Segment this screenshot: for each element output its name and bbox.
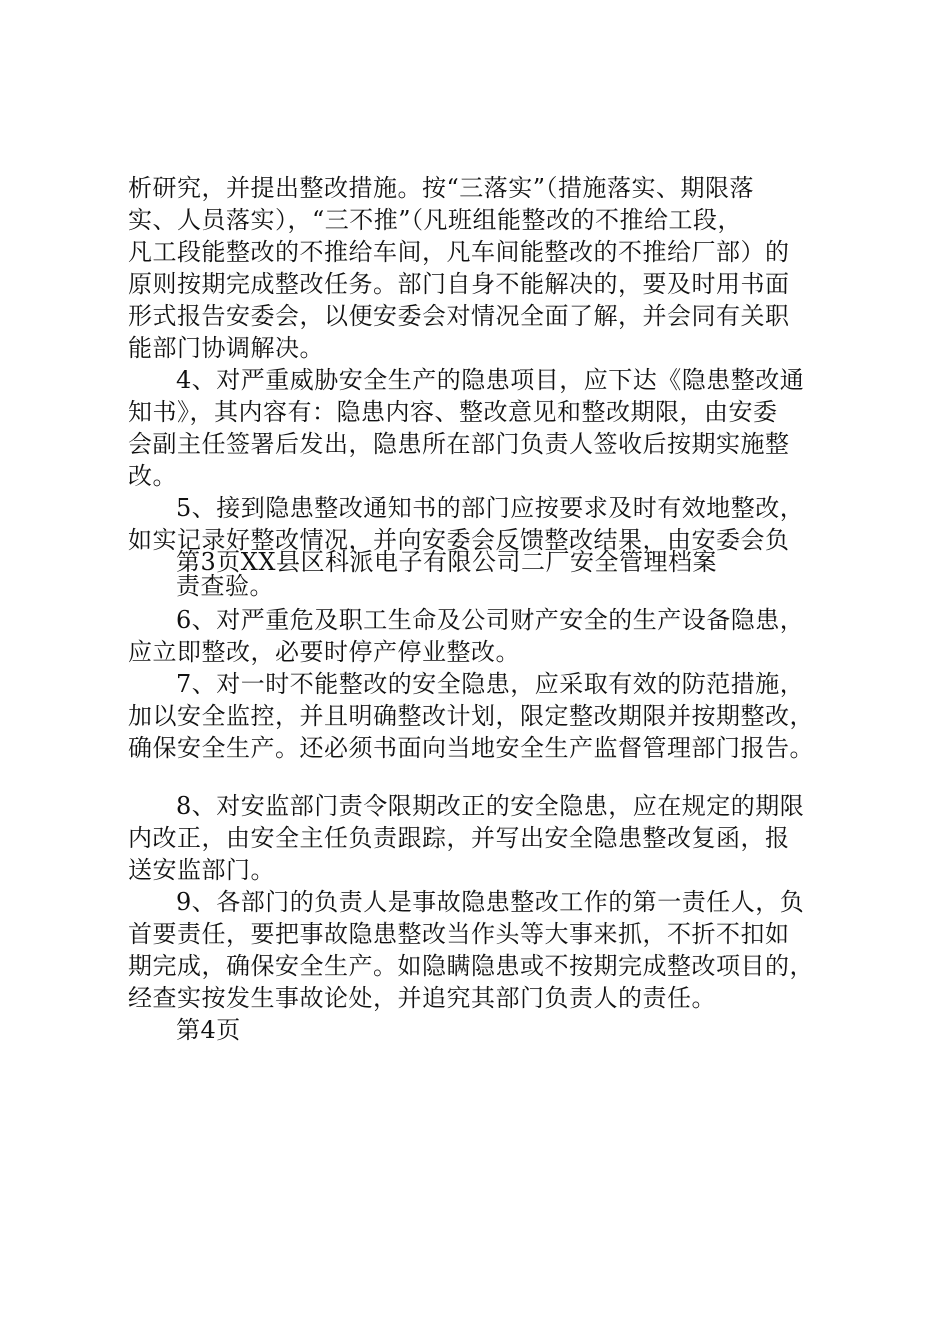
- text-line: 如实记录好整改情况，并向安委会反馈整改结果，由安委会负: [128, 526, 790, 554]
- text-line: 期完成，确保安全生产。如隐瞒隐患或不按期完成整改项目的，: [128, 952, 814, 980]
- paragraph-6-start: 6、对严重危及职工生命及公司财产安全的生产设备隐患，: [176, 606, 805, 634]
- paragraph-4-start: 4、对严重威胁安全生产的隐患项目，应下达《隐患整改通: [176, 366, 805, 394]
- text-line: 原则按期完成整改任务。部门自身不能解决的，要及时用书面: [128, 270, 790, 298]
- text-line: 知书》，其内容有：隐患内容、整改意见和整改期限，由安委: [128, 398, 778, 426]
- text-line: 责查验。: [176, 572, 274, 600]
- text-line: 凡工段能整改的不推给车间，凡车间能整改的不推给厂部）的: [128, 238, 790, 266]
- text-line: 形式报告安委会，以便安委会对情况全面了解，并会同有关职: [128, 302, 790, 330]
- text-line: 实、人员落实），“三不推”（凡班组能整改的不推给工段，: [128, 206, 743, 234]
- text-line: 首要责任，要把事故隐患整改当作头等大事来抓，不折不扣如: [128, 920, 790, 948]
- paragraph-9-start: 9、各部门的负责人是事故隐患整改工作的第一责任人，负: [176, 888, 805, 916]
- page-footer-4: 第4页: [176, 1016, 241, 1044]
- text-line: 内改正，由安全主任负责跟踪，并写出安全隐患整改复函，报: [128, 824, 790, 852]
- text-line: 能部门协调解决。: [128, 334, 324, 362]
- text-line: 析研究，并提出整改措施。按“三落实”（措施落实、期限落: [128, 174, 755, 202]
- text-line: 改。: [128, 462, 177, 490]
- text-line: 送安监部门。: [128, 856, 275, 884]
- paragraph-5-start: 5、接到隐患整改通知书的部门应按要求及时有效地整改，: [176, 494, 805, 522]
- text-line: 加以安全监控，并且明确整改计划，限定整改期限并按期整改，: [128, 702, 814, 730]
- page-footer-3: 第3页XX县区科派电子有限公司二厂安全管理档案: [176, 548, 717, 576]
- text-line: 经查实按发生事故论处，并追究其部门负责人的责任。: [128, 984, 716, 1012]
- text-line: 确保安全生产。还必须书面向当地安全生产监督管理部门报告。: [128, 734, 814, 762]
- text-line: 应立即整改，必要时停产停业整改。: [128, 638, 520, 666]
- paragraph-7-start: 7、对一时不能整改的安全隐患，应采取有效的防范措施，: [176, 670, 805, 698]
- text-line: 会副主任签署后发出，隐患所在部门负责人签收后按期实施整: [128, 430, 790, 458]
- paragraph-8-start: 8、对安监部门责令限期改正的安全隐患，应在规定的期限: [176, 792, 805, 820]
